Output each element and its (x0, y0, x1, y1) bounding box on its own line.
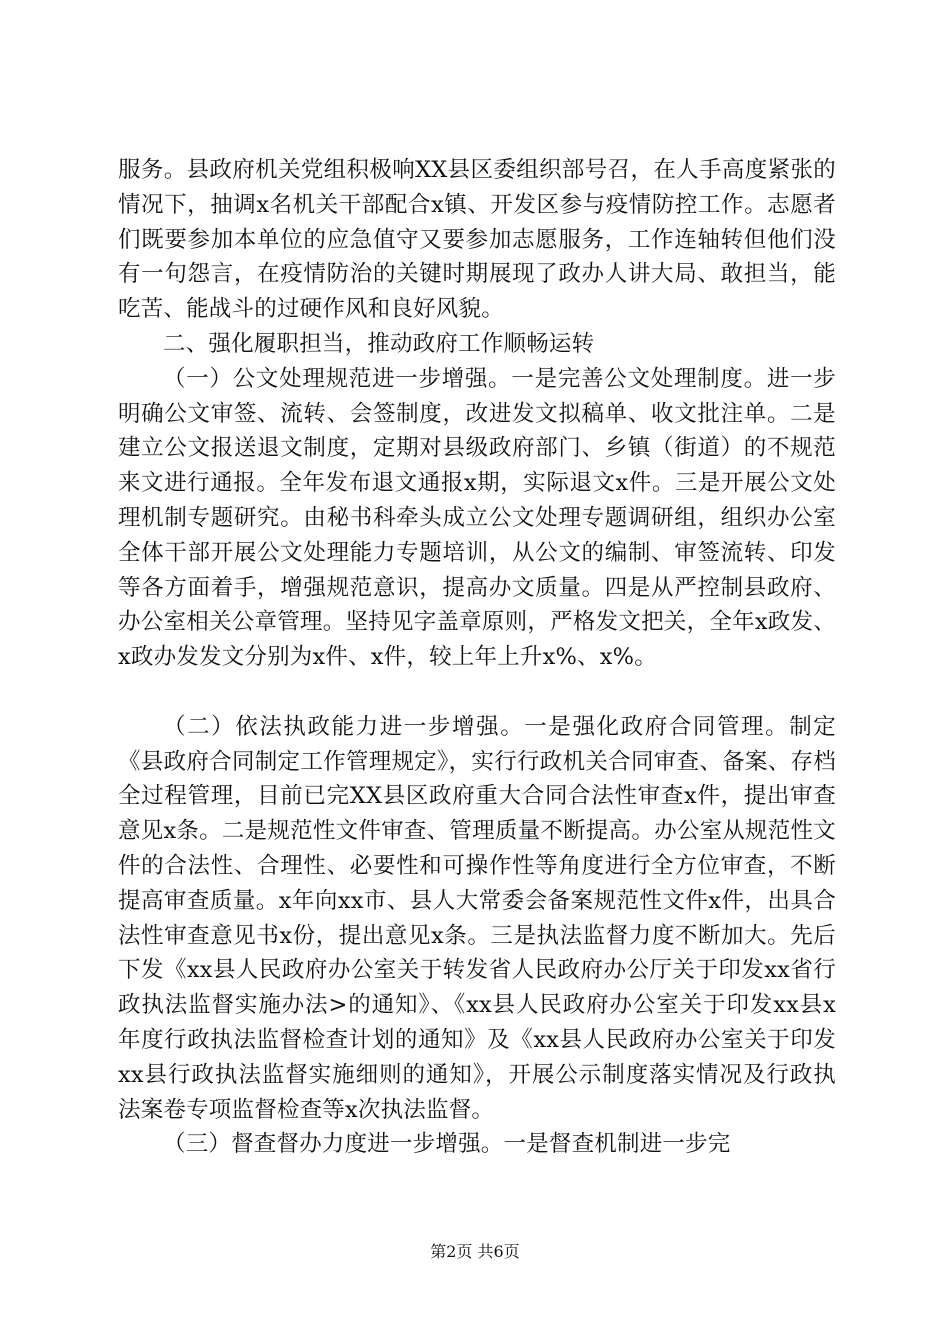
document-body (118, 153, 836, 1162)
paragraph-volunteer-service: 服务。县政府机关党组积极响XX县区委组织部号召，在人手高度紧张的情况下，抽调x名机关干部配合x镇、开发区参与疫情防控工作。志愿者们既要参加本单位的应急值守又要参加志愿服务，工作连轴转但他们没有一句怨言，在疫情防治的关键时期展现了政办人讲大局、敢担当，能吃苦、能战斗的过硬作风和良好风貌。 (118, 157, 836, 323)
page-number-footer: 第2页 共6页 (430, 1242, 520, 1261)
section-heading-two: 二、强化履职担当，推动政府工作顺畅运转 (163, 330, 595, 357)
paragraph-supervision: （三）督查督办力度进一步增强。一是督查机制进一步完 (163, 1131, 731, 1158)
paragraph-lawful-governance: （二）依法执政能力进一步增强。一是强化政府合同管理。制定《县政府合同制定工作管理规定》，实行行政机关合同审查、备案、存档全过程管理，目前已完XX县区政府重大合同合法性审查x件，提出审查意见x条。二是规范性文件审查、管理质量不断提高。办公室从规范性文件的合法性、合理性、必要性和可操作性等角度进行全方位审查，不断提高审查质量。x年向xx市、县人大常委会备案规范性文件x件，出具合法性审查意见书x份，提出意见x条。三是执法监督力度不断加大。先后下发《xx县人民政府办公室关于转发省人民政府办公厅关于印发xx省行政执法监督实施办法>的通知》、《xx县人民政府办公室关于印发xx县x年度行政执法监督检查计划的通知》及《xx县人民政府办公室关于印发xx县行政执法监督实施细则的通知》，开展公示制度落实情况及行政执法案卷专项监督检查等x次执法监督。 (118, 713, 836, 1123)
paragraph-document-processing: （一）公文处理规范进一步增强。一是完善公文处理制度。进一步明确公文审签、流转、会签制度，改进发文拟稿单、收文批注单。二是建立公文报送退文制度，定期对县级政府部门、乡镇（街道）的不规范来文进行通报。全年发布退文通报x期，实际退文x件。三是开展公文处理机制专题研究。由秘书科牵头成立公文处理专题调研组，组织办公室全体干部开展公文处理能力专题培训，从公文的编制、审签流转、印发等各方面着手，增强规范意识，提高办文质量。四是从严控制县政府、办公室相关公章管理。坚持见字盖章原则，严格发文把关，全年x政发、x政办发发文分别为x件、x件，较上年上升x%、x%。 (118, 365, 836, 671)
